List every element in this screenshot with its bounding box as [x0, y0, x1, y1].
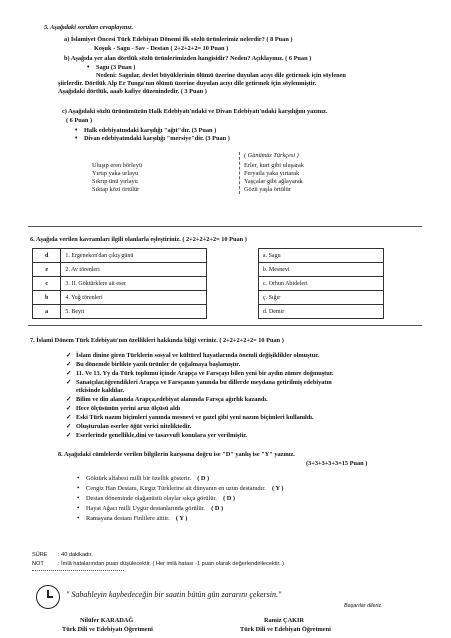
- duration-value: : 40 dakikadır.: [58, 552, 93, 558]
- question-5b: b) Aşağıda yer alan dörtlük sözlü ürünlerimizden hangisidir? Neden? Açıklayınız. ( 6 Puan ): [64, 55, 312, 62]
- match-right-item: a. Sagu: [258, 249, 383, 263]
- section8-points: (3+3+3+3+3=15 Puan ): [306, 460, 368, 467]
- answer-5b-line3: Aşağıdaki dörtlük, aaab kafiye düzenindedir. ( 3 Puan ): [58, 88, 207, 95]
- feature-item: ✓ 11. Ve 13. Yy da Türk toplumu içinde Arapça ve Farsçayı bilen yeni bir aydın zümre doğmuştur.: [76, 370, 334, 377]
- match-left-item: 5. Beyit: [61, 305, 207, 319]
- answer-5b-bullet: • Sagu (3 Puan ): [96, 64, 135, 71]
- note-underline: [32, 570, 124, 571]
- feature-item: ✓ Hece ölçüsünün yerini aruz ölçüsü aldı: [76, 405, 180, 412]
- match-left-item: 3. II. Göktürklere ait eser: [61, 277, 207, 291]
- section5-heading: 5. Aşağıdaki soruları cevaplayınız.: [44, 24, 134, 31]
- quote: " Sabahleyin kaybedeceğin bir saatin bütün gün zararını çekersin.": [66, 590, 282, 599]
- tf-answer: ( D ): [223, 495, 235, 502]
- match-answer-letter: b: [33, 291, 61, 305]
- duration-label: SÜRE: [32, 552, 48, 558]
- tf-answer: ( D ): [197, 475, 210, 482]
- feature-item: ✓ İslam dinine giren Türklerin sosyal ve kültürel hayatlarında önemli değişiklikler olmuştur.: [76, 352, 319, 359]
- answer-5c-divan: • Divan edebiyatındaki karşılığı "mersiye"dir. (3 Puan ): [84, 135, 230, 142]
- matching-row: [33, 249, 384, 263]
- tf-answer: ( Y ): [175, 515, 188, 522]
- poem-right-line: Erler, kurt gibi uluşarak: [244, 162, 304, 169]
- match-answer-letter: e: [33, 263, 61, 277]
- match-answer-letter: c: [33, 277, 61, 291]
- question-5c: c) Aşağıdaki sözlü ürünümüzün Halk Edebiyatı'ndaki ve Divan Edebiyatı'ndaki karşılığını yazınız.: [62, 108, 328, 115]
- question-5a: a) İslamiyet Öncesi Türk Edebiyatı Dönemi ilk sözlü ürünlerimiz nelerdir? ( 8 Puan ): [64, 36, 293, 43]
- section7-heading: 7. İslami Dönem Türk Edebiyatı'nın özellikleri hakkında bilgi veriniz. ( 2+2+2+2+2= 10 Puan ): [30, 337, 284, 344]
- tf-item: [86, 515, 187, 522]
- match-right-item: c. Orhun Abideleri: [258, 277, 383, 291]
- feature-item: ✓ Sanatçılar,öğrendikleri Arapça ve Farsçanın yanında bu dillerde meydana getirilmiş edebiyatın: [76, 379, 332, 386]
- teacher-1-name: Nilüfer KARADAĞ: [80, 617, 134, 624]
- question-5c-points: ( 6 Puan ): [66, 117, 93, 124]
- feature-item: ✓ Bilim ve din alanında Arapça,edebiyat alanında Farsça ağırlık kazandı.: [76, 396, 268, 403]
- match-left-item: 4. Yuğ törenleri: [61, 291, 207, 305]
- matching-row: [33, 277, 384, 291]
- poem-right-line: Gözü yaşla örtülür: [244, 186, 291, 193]
- tf-statement: Göktürk alfabesi milli bir özellik gösterir.: [86, 475, 191, 482]
- match-right-item: b. Mesnevi: [258, 263, 383, 277]
- match-right-item: ç. Sığır: [258, 291, 383, 305]
- tf-item: [86, 495, 235, 502]
- poem-left-line: Uluşıp eren börleyü: [92, 162, 143, 169]
- matching-row: [33, 263, 384, 277]
- poem-right-line: Feryatla yaka yırtarak: [244, 170, 300, 177]
- poem-left-line: Yırtıp yaka urlayu: [92, 170, 139, 177]
- poem-left-line: Sıktap közi örtülür: [92, 186, 140, 193]
- section-divider: [28, 325, 422, 326]
- answer-5b-line2: şiirlerdir. Dörtlük Alp Er Tunga'nın ölümü üzerine duyulan acıyı dile getirmek için söylenmiştir.: [58, 80, 317, 87]
- section6-heading: 6. Aşağıda verilen kavramları ilgili olanlarla eşleştiriniz. ( 2+2+2+2+2= 10 Puan ): [30, 236, 247, 243]
- teacher-2-name: Ramiz ÇAKIR: [264, 617, 305, 624]
- feature-item: ✓ Bu dönemde birlikte yazılı ürünler de çoğalmaya başlamıştır.: [76, 361, 240, 368]
- match-left-item: 2. Av törenleri: [61, 263, 207, 277]
- tf-statement: Hayat Ağacı milli Uygur destanlarında görülür.: [86, 505, 205, 512]
- tf-answer: ( D ): [211, 505, 224, 512]
- teacher-2-title: Türk Dili ve Edebiyatı Öğretmeni: [240, 626, 331, 633]
- teacher-1-title: Türk Dili ve Edebiyatı Öğretmeni: [62, 626, 153, 633]
- matching-table: [32, 248, 384, 319]
- section8-heading: 8. Aşağıdaki cümlelerde verilen bilgilerin karşısına doğru ise "D" yanlış ise "Y" yazınız.: [58, 451, 295, 458]
- feature-item: ✓ Oluşturulan eserler öğüt verici niteliktedir.: [76, 423, 191, 430]
- feature-item: ✓ Eski Türk nazım biçimleri yanında mesnevi ve gazel gibi yeni nazım biçimleri kullanıldı.: [76, 414, 314, 421]
- tf-answer: ( Y ): [272, 485, 284, 492]
- section-divider: [28, 226, 422, 227]
- poem-header: ( Günümüz Türkçesi ): [244, 152, 299, 159]
- answer-5c-halk: • Halk edebiyatındaki karşılığı "ağıt"dır. (3 Puan ): [84, 127, 216, 134]
- tf-statement: Ramayana destanı Finlilere aittir.: [86, 515, 170, 522]
- tf-statement: Destan döneminde olağanüstü olaylar sıkça görülür.: [86, 495, 217, 502]
- answer-5b-line1: Nedeni: Sagular, devlet büyüklerinin ölümü üzerine duyulan acıyı dile getirmek için söylenen: [96, 72, 346, 79]
- match-answer-letter: a: [33, 305, 61, 319]
- matching-row: [33, 305, 384, 319]
- tf-item: [86, 485, 283, 492]
- wish-text: Başarılar dileriz.: [344, 603, 383, 609]
- tf-item: [86, 475, 209, 482]
- note-value: : İmlâ hatalarından puan düşülecektir. ( Her imlâ hatası -1 puan olarak değerlendirilecektir. ): [58, 561, 285, 567]
- poem-left-line: Sıkrıp ünü yırlayu: [92, 178, 138, 185]
- poem-divider: [239, 152, 240, 194]
- match-answer-letter: d: [33, 249, 61, 263]
- tf-item: [86, 505, 223, 512]
- feature-item: ✓ Eserlerinde genellikle,dini ve tasavvufi konulara yer verilmiştir.: [76, 432, 247, 439]
- matching-row: [33, 291, 384, 305]
- feature-item-continuation: etkisinde kaldılar.: [76, 387, 125, 394]
- tf-statement: Cengiz Han Destanı, Kırgız Türklerine ait dünyanın en uzun destanıdır.: [86, 485, 266, 492]
- note-label: NOT: [32, 561, 44, 567]
- match-right-item: d. Demir: [258, 305, 383, 319]
- poem-right-line: Yaşçalar gibi ağlayarak: [244, 178, 303, 185]
- answer-5a: Koşuk - Sagu - Sav - Destan ( 2+2+2+2= 10 Puan ): [94, 45, 229, 52]
- match-left-item: 1. Ergenekon'dan çıkış günü: [61, 249, 207, 263]
- clock-icon: [36, 585, 60, 609]
